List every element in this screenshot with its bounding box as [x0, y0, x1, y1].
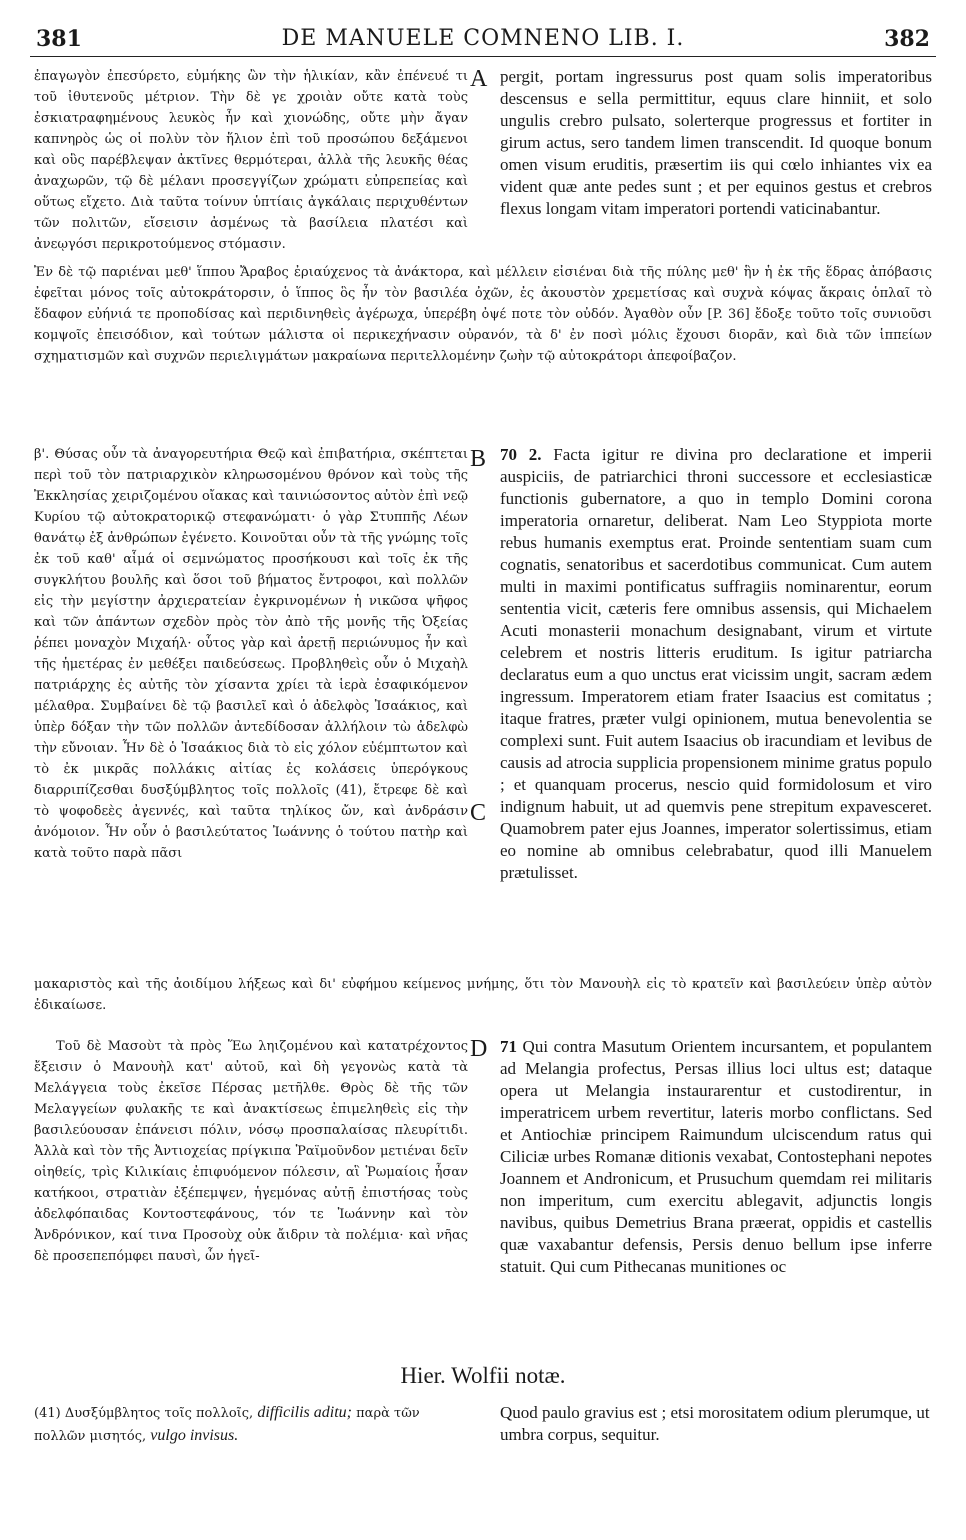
page-number-right: 382 — [884, 26, 930, 52]
running-title: DE MANUELE COMNENO LIB. I. — [281, 26, 685, 51]
margin-marker-a: A — [470, 66, 488, 92]
greek-full-width-1 — [34, 262, 932, 438]
margin-marker-c: C — [470, 800, 487, 826]
greek-column-1 — [34, 66, 468, 262]
greek-paragraph-full: Ἐν δὲ τῷ παριέναι μεθ' ἵππου Ἄραβος ἐριαύχενος τὰ ἀνάκτορα, καὶ μέλλειν εἰσιέναι διὰ τῆς πύλης μεθ' ἣν ἡ ἐκ τῆς ἕδρας ἀπόβασις ἐφεῖται μόνος τοῖς αὐτοκράτορσιν, ὁ ἵππος ὃς ἦν τὸν βασιλέα ὀχῶν, ἐς ἀκουστὸν χρεμετίσας καὶ συχνὰ κόψας ἄκραις ὁπλαῖ τὸ ἔδαφον εὐήνιά τε προποδίσας καὶ περιδινηθεὶς ἀγέρωχα, ὑπερέβη ὀψέ ποτε τὸν οὐδόν. Ἀγαθὸν οὖν [P. 36] ἔδοξε τοῦτο τοῖς συνιοῦσι κομψοῖς ἐπεισόδιον, καὶ τούτων μάλιστα οἱ περικεχήνασιν οὐρανόν, τὰ δ' ἐν ποσὶ μόλις ἔχουσι διορᾶν, καὶ διὰ τῶν ἱππείων σχηματισμῶν καὶ συχνῶν περιελιγμάτων μακραίωνα περιτελλομένην ζωὴν τῷ αὐτοκράτορι ἀπεφοίβαζον. — [34, 265, 932, 364]
latin-paragraph: Qui contra Masutum Orientem incursantem, et populantem ad Melangia profectus, Persas illius loci ultus est; dataque opera ut Melangia instaurarentur et custodirentur, in imperatricem urbem revertitur, lateris morbo conflictans. Sed et Antiochiæ principem Raimundum ulciscendum ratus qui Ciliciæ urbes Romanæ ditionis vexabat, Contostephani nepotes Joannem et Andronicum, et Prusuchum quemdam rei militaris non imperitum, cum exercitu ablegavit, adjunctis longis navibus, quibus Demetrius Brana præerat, oppidis et castellis quæ vaxabantur defensis, Persis denuo bellum ipse inferre statuit. Qui cum Pithecanas munitiones oc — [500, 1037, 932, 1276]
greek-paragraph: β'. Θύσας οὖν τὰ ἀναγορευτήρια Θεῷ καὶ ἐπιβατήρια, σκέπτεται περὶ τοῦ τὸν πατριαρχικὸν κληρωσομένου θρόνον καὶ τοὺς τῆς Ἐκκλησίας χειριζομένου οἴακας καὶ ταινιώσοντος αὐτὸν ἐπὶ νεῷ Κυρίου τῷ αὐτοκρατορικῷ στεφανώματι· ὁ γὰρ Στυππῆς Λέων θανάτῳ ἐξ ἀνθρώπων ἐγένετο. Κοινοῦται οὖν τὰ τῆς γνώμης τοῖς ἐκ τοῦ καθ' αἷμά οἱ σεμνώματος προσήκουσι καὶ τοῖς ἐκ τῆς συγκλήτου βουλῆς καὶ ὅσοι τοῦ βήματος ἔντροφοι, καὶ πολλῶν εἰς τὴν μεγίστην ἀρχιερατείαν ἐγκρινομένων ἡ νικῶσα ψῆφος καὶ τῶν ἁπάντων σχεδὸν πρὸς τὸν ἀπὸ τῆς μονῆς τῆς Ὀξείας ῥέπει μοναχὸν Μιχαήλ· οὗτος γὰρ καὶ ἀρετῇ περιώνυμος ἦν καὶ τῆς ἡμετέρας ἐν μεθέξει παιδεύσεως. Προβληθεὶς οὖν ὁ Μιχαὴλ πατριάρχης ἐς αὐτῆς τὸν χίσαντα χρίει τὰ ἱερὰ ἐσαφικόμενον μέλαθρα. Συμβαίνει δὲ τῷ βασιλεῖ καὶ ὁ ἀδελφὸς Ἰσαάκιος, καὶ ὑπὲρ δόξαν τὴν τῶν πολλῶν ἀντεδίδοσαν ἀλλήλοιν τὼ ἀδελφὼ τὴν εὔνοιαν. Ἦν δὲ ὁ Ἰσαάκιος διὰ τὸ εἰς χόλον εὐέμπτωτον καὶ τὸ ἐκ μικρᾶς πολλάκις αἰτίας ἐς κολάσεις ὑπερόγκους διαρριπίζεσθαι δυσξύμβλητος τοῖς πολλοῖς (41), ἔτρεφε δὲ καὶ τὸ ψοφοδεὲς ἀγεννές, καὶ ταῦτα τηλίκος ὤν, καὶ ἀνδράσιν ἀνόμοιον. Ἦν οὖν ὁ βασιλεύτατος Ἰωάννης ὁ τούτου πατὴρ καὶ κατὰ τοῦτο παρὰ πᾶσι — [34, 447, 468, 861]
notes-heading: Hier. Wolfii notæ. — [400, 1363, 566, 1388]
margin-marker-b: B — [470, 446, 487, 472]
latin-paragraph: pergit, portam ingressurus post quam solis imperatoribus descensus e sella permittitur, equus clare hinniit, et solo ungulis crebro pulsato, solerterque progressus et fortiter in girum actus, sero tandem limen transcendit. Id quoque bonum omen visum eruditis, præsertim iis qui cœlo inhiantes vix ea vident quæ ante pedes sunt ; et per equinos gestus et crebros flexus longam vitam imperatori portendi vaticinabantur. — [500, 67, 932, 218]
note-gloss-2: vulgo invisus. — [150, 1427, 239, 1444]
running-header — [30, 20, 936, 57]
latin-column-1 — [500, 66, 932, 262]
note-ref: (41) Δυσξύμβλητος τοῖς πολλοῖς, — [34, 1406, 254, 1421]
greek-paragraph-full: μακαριστὸς καὶ τῆς ἀοιδίμου λήξεως καὶ δι' εὐφήμου κείμενος μνήμης, ὅτι τὸν Μανουὴλ εἰς τὸ κρατεῖν καὶ βασιλεύειν ὑπὲρ αὐτὸν ἐδικαίωσε. — [34, 977, 932, 1013]
note-gloss-1: difficilis aditu; — [257, 1404, 352, 1421]
note-latin — [500, 1402, 932, 1452]
note-latin-text: Quod paulo gravius est ; etsi morositatem odium plerumque, ut umbra corpus, sequitur. — [500, 1403, 930, 1444]
greek-column-3 — [34, 1036, 468, 1346]
margin-marker-d: D — [470, 1036, 488, 1062]
greek-paragraph: ἐπαγωγὸν ἐπεσύρετο, εὐμήκης ὢν τὴν ἡλικίαν, κἂν ἐπένευέ τι τοῦ ἰθυτενοῦς μέτριον. Τὴν δὲ γε χροιὰν οὔτε κατὰ τοὺς ἐσκιατραφημένους λευκὸς ἦν καὶ χιονώδης, οὔτε μὴν ἄγαν καπνηρὸς ὡς οἱ πολὺν τὸν ἥλιον ἐπὶ τοῦ προσώπου δεξάμενοι καὶ οὓς παρέβλεψαν ἀκτῖνες θερμότεραι, ἀλλὰ τῆς λευκῆς θέας ἀναχωρῶν, τῷ δὲ μέλανι προσεγγίζων χρώματι εὐπρεπείας καὶ οὕτως εἴχετο. Διὰ ταῦτα τοίνυν ὑπτίαις ἀγκάλαις περιχυθέντων τῶν πολιτῶν, εἴσεισιν ἀσμένως τὰ βασίλεια πλατέσι καὶ ἀνεῳγόσι περικροτούμενος στόμασιν. — [34, 69, 468, 252]
latin-paragraph: Facta igitur re divina pro declaratione et imperii auspiciis, de patriarchici throni successore et ecclesiasticæ functionis gubernatore, a quo in templo Domini corona imperatoria ornaretur, deliberat. Nam Leo Styppiota morte rebus humanis exemptus erat. Proinde sententiam suam cum cognatis, senatoribus et sacerdotibus communicat. Cum autem multi in maximi pontificatus suffragiis nominarentur, eorum sententia vicit, cæteris fere omnibus assensis, qui Michaelem Acuti monasterii monachum designabant, virum et virtute celebrem et nostris litteris eruditum. Is igitur patriarcha declaratus eum a quo unctus erat vicissim ungit, sacram ædem ingressum. Imperatorem etiam frater Isaacius est comitatus ; itaque fratres, præter vulgi opinionem, mutua benevolentia se complexi sunt. Fuit autem Isaacius ob iracundiam et levibus de causis ad atrocia supplicia propensionem minime gratus populo ; et quanquam procerus, nescio quid formidolosum et viro indignum habuit, ut ad quemvis pene strepitum expavesceret. Quamobrem pater ejus Joannes, imperator solertissimus, etiam eo nomine ab omnibus celebrabatur, quod illi Manuelem prætulisset. — [500, 445, 932, 882]
page-number-left: 381 — [36, 26, 82, 52]
note-greek-mid: παρὰ τῶν πολλῶν μισητός, — [34, 1406, 420, 1444]
greek-column-2 — [34, 444, 468, 972]
latin-column-2 — [500, 444, 932, 972]
greek-paragraph: Τοῦ δὲ Μασοὺτ τὰ πρὸς Ἕω ληιζομένου καὶ κατατρέχοντος ἔξεισιν ὁ Μανουὴλ κατ' αὐτοῦ, καὶ δὴ γεγονὼς κατὰ τὰ Μελάγγεια τοὺς ἐκεῖσε Πέρσας μετῆλθε. Θρὸς δὲ τῆς τῶν Μελαγγείων φυλακῆς τε καὶ ἀνακτίσεως ἐπιμεληθεὶς εἰς τὴν βασιλεύουσαν ἐπάνεισι πόλιν, νόσῳ προσπαλαίσας πλευρίτιδι. Ἀλλὰ καὶ τὸν τῆς Ἀντιοχείας πρίγκιπα Ῥαϊμοῦνδον μετιέναι δεῖν οἰηθείς, τρὶς Κιλικίαις ἐπιφυόμενον πόλεσιν, αἳ Ῥωμαίοις ἦσαν κατήκοοι, στρατιὰν ἐξέπεμψεν, ἡγεμόνας αὐτῇ ἐπιστήσας τοὺς ἀδελφόπαιδας Κοντοστεφάνους, τόν τε Ἰωάννην καὶ τὸν Ἀνδρόνικον, καί τινα Προσοὺχ οὐκ ἄιδριν τὰ πολέμια· καὶ νῆας δὲ προσεπεπόμφει παυσὶ, ὧν ἡγεῖ- — [34, 1039, 468, 1264]
latin-column-3 — [500, 1036, 932, 1346]
greek-full-width-2 — [34, 974, 932, 1030]
chapter-number: 71 — [500, 1037, 517, 1056]
note-greek — [34, 1402, 468, 1452]
chapter-number: 70 2. — [500, 445, 542, 464]
